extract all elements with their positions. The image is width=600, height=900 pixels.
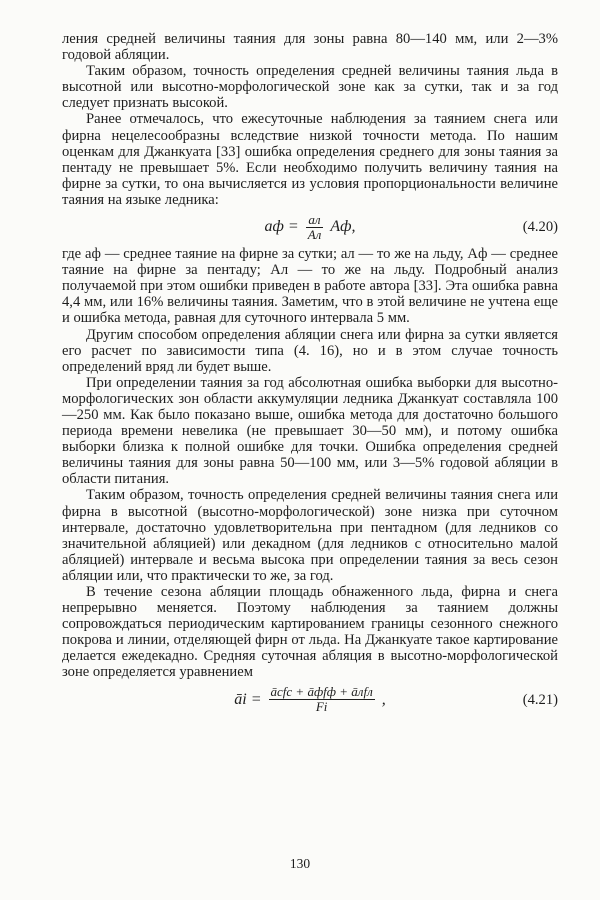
paragraph-1: ления средней величины таяния для зоны равна 80—140 мм, или 2—3% годовой абляции.	[62, 31, 558, 64]
formula-4-20-rhs: Aф,	[330, 218, 356, 236]
formula-4-21-expression	[62, 681, 558, 719]
paragraph-8: В течение сезона абляции площадь обнаженного льда, фирна и снега непрерывно меняется. Поэтому наблюдения за таянием должны сопровождаться периодическим картированием границы сезонного снежного покрова и линии, отделяющей фирн от льда. На Джанкуате такое картирование делается ежедекадно. Средняя суточная абляция в высотно-морфологической зоне определяется уравнением	[62, 584, 558, 681]
paragraph-2: Таким образом, точность определения средней величины таяния льда в высотной или высотно-морфологической зоне как за сутки, так и за год следует признать высокой.	[62, 63, 558, 112]
formula-4-21-denominator: Fi	[315, 699, 328, 715]
formula-4-21-numerator: āсfс + āфfф + āлfл	[270, 684, 373, 700]
page-number: 130	[289, 856, 311, 871]
formula-4-21-number: (4.21)	[522, 691, 558, 708]
formula-4-20	[62, 208, 558, 246]
formula-4-20-expression	[62, 208, 558, 246]
text-body	[62, 31, 558, 719]
paragraph-3: Ранее отмечалось, что ежесуточные наблюдения за таянием снега или фирна нецелесообразны вследствие низкой точности метода. По нашим оценкам для Джанкуата [33] ошибка определения среднего для зоны таяния за пентаду не превышает 5%. Если необходимо получить величину таяния на фирне за сутки, то она вычисляется из условия пропорциональности величине таяния на языке ледника:	[62, 111, 558, 208]
paragraph-4: где aф — среднее таяние на фирне за сутки; aл — то же на льду, Aф — среднее таяние на фирне за пентаду; Aл — то же на льду. Подробный анализ получаемой при этом ошибки приведен в работе автора [33]. Эта ошибка равна 4,4 мм, или 16% величины таяния. Заметим, что в этой величине не учтена еще и ошибка метода, равная для суточного интервала 5 мм.	[62, 246, 558, 327]
formula-4-21-rhs: ,	[381, 690, 386, 708]
paragraph-5: Другим способом определения абляции снега или фирна за сутки является его расчет по зависимости типа (4. 16), но и в этом случае точность определений вряд ли будет выше.	[62, 326, 558, 375]
formula-4-21	[62, 681, 558, 719]
formula-4-20-lhs: aф =	[264, 218, 299, 236]
formula-4-20-number: (4.20)	[522, 219, 558, 236]
formula-4-20-numerator: aл	[306, 213, 324, 228]
paragraph-7: Таким образом, точность определения средней величины таяния снега или фирна в высотной (высотно-морфологической) зоне низка при суточном интервале, достаточно удовлетворительна при пентадном (для ледников со значительной абляцией) или декадном (для ледников с относительно малой абляцией) интервале и весьма высока при определении таяния за весь сезон абляции или, что практически то же, за год.	[62, 487, 558, 584]
formula-4-21-fraction	[269, 685, 375, 714]
formula-4-20-fraction	[306, 213, 324, 242]
paragraph-6: При определении таяния за год абсолютная ошибка выборки для высотно-морфологических зон области аккумуляции ледника Джанкуат составляла 100—250 мм. Как было показано выше, ошибка метода для достаточно большого периода времени невелика (не превышает 30—50 мм), и потому ошибка выборки близка к полной ошибке для точки. Ошибка определения средней величины таяния для зоны равна 50—100 мм, или 3—5% годовой абляции в области питания.	[62, 374, 558, 488]
formula-4-20-denominator: Aл	[307, 226, 322, 242]
formula-4-21-lhs: āi =	[234, 690, 262, 708]
